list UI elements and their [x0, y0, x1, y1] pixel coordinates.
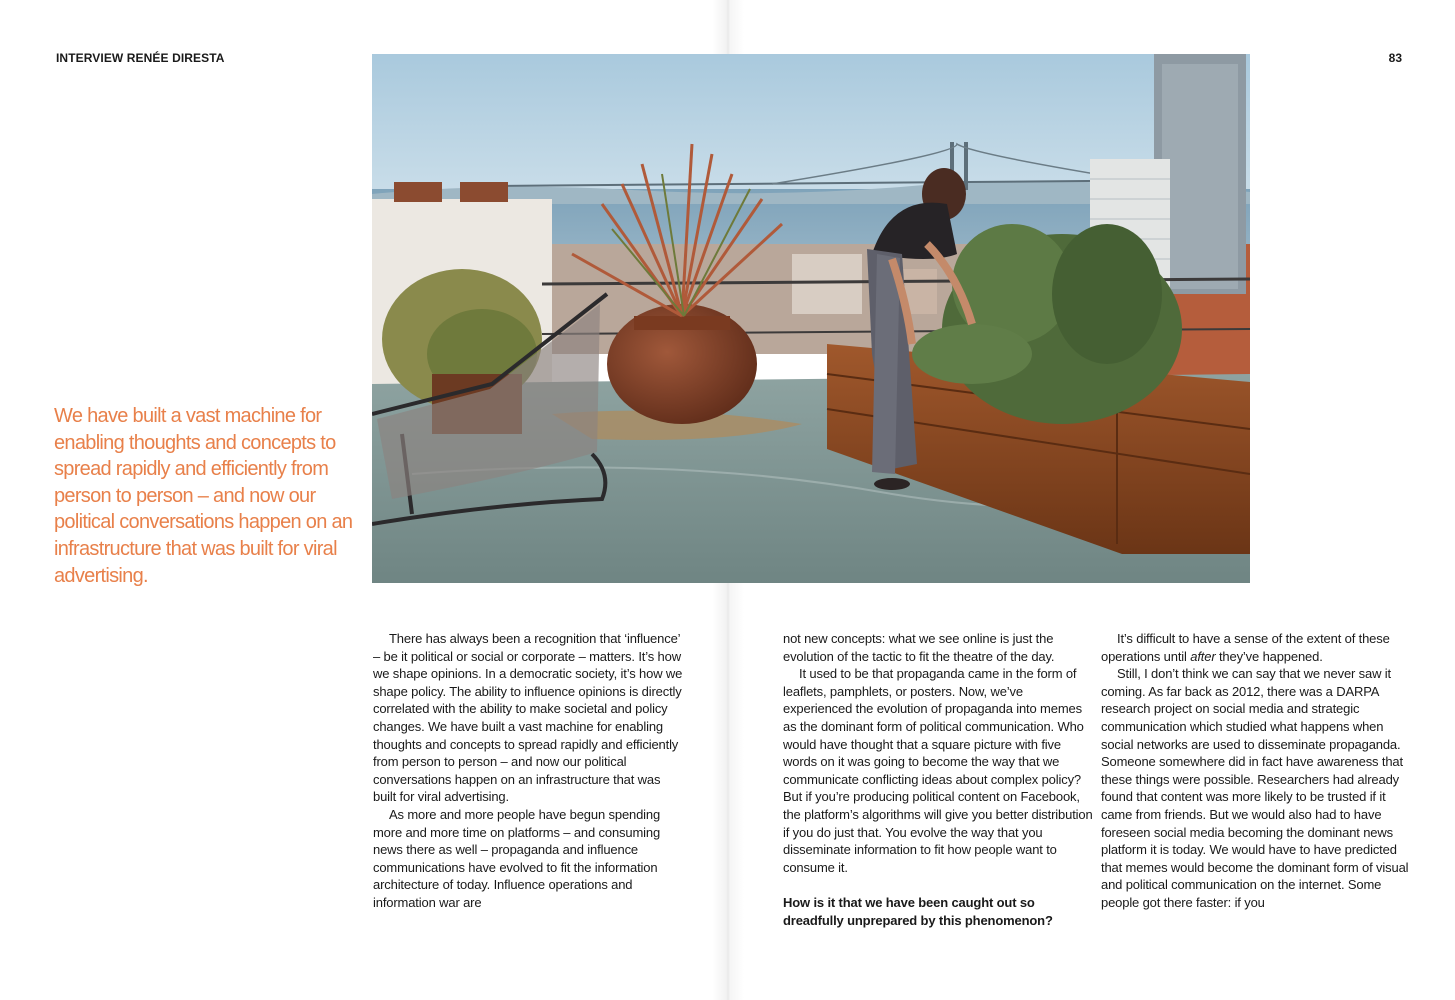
- paragraph: There has always been a recognition that ‘influence’ – be it political or social or corporate – matters. It’s how we shape opinions. In a democratic society, it’s how we shape policy. The ability to influence opinions is directly correlated with the ability to make societal and policy changes. We have built a vast machine for enabling thoughts and concepts to spread rapidly and efficiently from person to person – and now our political conversations happen on an infrastructure that was built for viral advertising.: [373, 631, 683, 805]
- paragraph: Still, I don’t think we can say that we never saw it coming. As far back as 2012, there was a DARPA research project on social media and strategic communication which studied what happens when social networks are used to disseminate propaganda. Someone somewhere did in fact have awareness that these things were possible. Researchers had already found that content was more likely to be trusted if it came from friends. But we would also had to have foreseen social media becoming the dominant news platform it is today. We would have to have predicted that memes would become the dominant form of visual and political communication on the internet. Some people got there faster: if you: [1101, 666, 1409, 910]
- paragraph: [1101, 630, 1411, 665]
- paragraph-text: they’ve happened.: [1215, 648, 1323, 664]
- page-number: 83: [1388, 51, 1402, 65]
- pull-quote: We have built a vast machine for enabling thoughts and concepts to spread rapidly and efficiently from person to person – and now our political conversations happen on an infrastructure that was built for viral advertising.: [54, 405, 353, 587]
- running-head: INTERVIEW RENÉE DIRESTA: [56, 51, 225, 65]
- rooftop-garden-photo: [372, 54, 1250, 583]
- paragraph: As more and more people have begun spending more and more time on platforms – and consuming news there as well – propaganda and influence communications have evolved to fit the information architecture of today. Influence operations and information war are: [373, 806, 661, 910]
- article-column-2: [783, 630, 1093, 929]
- paragraph: It used to be that propaganda came in the form of leaflets, pamphlets, or posters. Now, we’ve experienced the evolution of propaganda into memes as the dominant form of political communication. Who would have thought that a square picture with five words on it was going to become the way that we communicate conflicting ideas about complex policy? But if you’re producing political content on Facebook, the platform’s algorithms will give you better distribution if you do just that. You evolve the way that you disseminate information to fit how people want to consume it.: [783, 666, 1093, 875]
- paragraph: not new concepts: what we see online is just the evolution of the tactic to fit the theatre of the day.: [783, 631, 1055, 664]
- interview-question: How is it that we have been caught out so dreadfully unprepared by this phenomenon?: [783, 894, 1053, 928]
- emphasis-text: after: [1190, 648, 1216, 664]
- paragraph-text: It’s difficult to have a sense of the extent of these operations until: [1101, 631, 1390, 664]
- article-column-3: [1101, 630, 1411, 912]
- article-column-1: [373, 630, 683, 912]
